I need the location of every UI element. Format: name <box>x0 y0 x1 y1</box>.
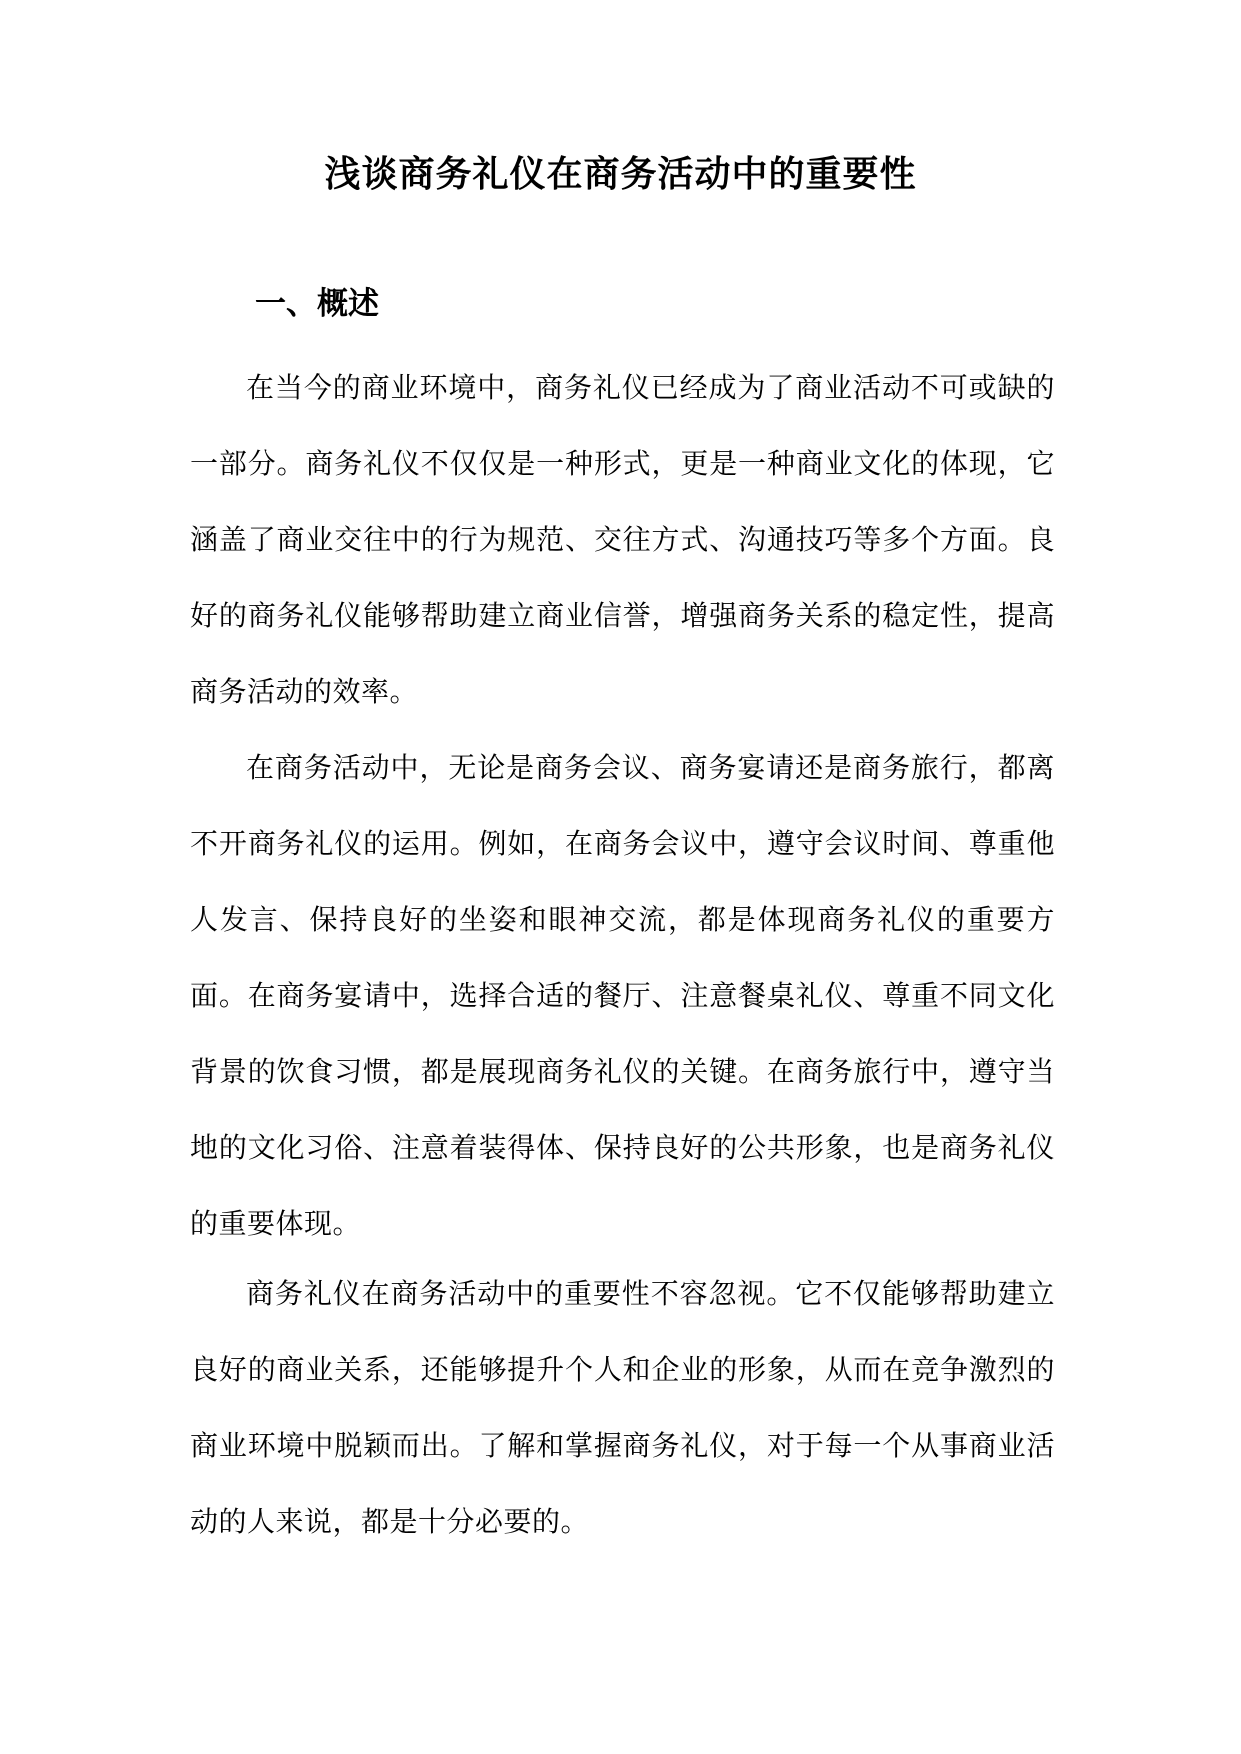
document-title: 浅谈商务礼仪在商务活动中的重要性 <box>324 154 917 195</box>
paragraph-1: 在当今的商业环境中，商务礼仪已经成为了商业活动不可或缺的一部分。商务礼仪不仅仅是一种形式，更是一种商业文化的体现，它涵盖了商业交往中的行为规范、交往方式、沟通技巧等多个方面。良好的商务礼仪能够帮助建立商业信誉，增强商务关系的稳定性，提高商务活动的效率。 <box>190 371 1055 708</box>
paragraph-2: 在商务活动中，无论是商务会议、商务宴请还是商务旅行，都离不开商务礼仪的运用。例如，在商务会议中，遵守会议时间、尊重他人发言、保持良好的坐姿和眼神交流，都是体现商务礼仪的重要方面。在商务宴请中，选择合适的餐厅、注意餐桌礼仪、尊重不同文化背景的饮食习惯，都是展现商务礼仪的关键。在商务旅行中，遵守当地的文化习俗、注意着装得体、保持良好的公共形象，也是商务礼仪的重要体现。 <box>190 751 1055 1240</box>
section-heading: 一、概述 <box>255 286 379 322</box>
paragraph-3: 商务礼仪在商务活动中的重要性不容忽视。它不仅能够帮助建立良好的商业关系，还能够提升个人和企业的形象，从而在竞争激烈的商业环境中脱颖而出。了解和掌握商务礼仪，对于每一个从事商业活动的人来说，都是十分必要的。 <box>190 1277 1055 1538</box>
